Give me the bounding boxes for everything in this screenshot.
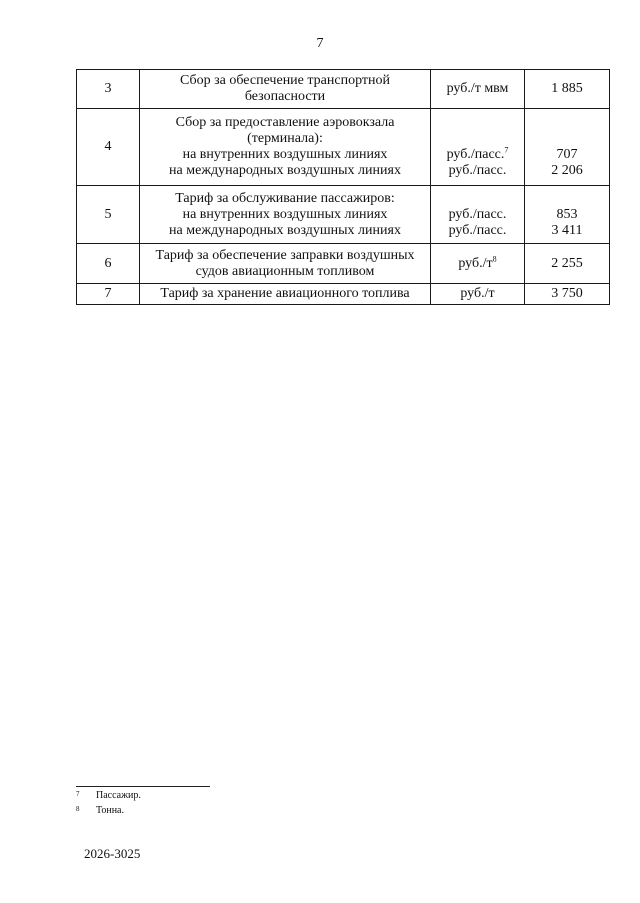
value xyxy=(525,244,610,284)
row-number: 4 xyxy=(77,109,140,186)
tariff-name-line: на внутренних воздушных линиях xyxy=(182,206,388,222)
tariff-name xyxy=(140,244,431,284)
tariff-name xyxy=(140,70,431,109)
unit-text: $руб./т^8$ xyxy=(458,253,497,271)
footnote-ref: 7 xyxy=(504,145,509,155)
tariff-name-line: судов авиационным топливом xyxy=(195,263,375,279)
unit xyxy=(431,70,525,109)
page-number: 7 xyxy=(316,36,324,51)
value-text xyxy=(529,131,605,147)
unit-text: руб./пасс. xyxy=(448,222,507,238)
footnote xyxy=(76,790,141,802)
unit xyxy=(431,109,525,186)
tariff-name-line: безопасности xyxy=(244,89,326,104)
tariff-name-line: Сбор за предоставление аэровокзала xyxy=(175,115,395,130)
row-number: 3 xyxy=(77,70,140,109)
unit-text: руб./т мвм xyxy=(446,81,509,96)
value-text: 2 206 xyxy=(551,163,583,178)
table-row xyxy=(77,70,610,109)
value xyxy=(525,284,610,305)
tariff-name-line: Тариф за обслуживание пассажиров: xyxy=(175,190,395,206)
value-text: 707 xyxy=(556,147,578,162)
value-text: 1 885 xyxy=(551,81,583,96)
value-text xyxy=(529,115,605,131)
table-row xyxy=(77,244,610,284)
tariff-name xyxy=(140,109,431,186)
unit-text xyxy=(435,115,520,131)
table-row xyxy=(77,186,610,244)
tariff-name-line: Тариф за хранение авиационного топлива xyxy=(160,286,410,301)
footnote-mark: 8 xyxy=(76,805,80,813)
unit-text: руб./т xyxy=(460,286,495,301)
value-text: 2 255 xyxy=(551,255,583,271)
row-number: 6 xyxy=(77,244,140,284)
unit xyxy=(431,186,525,244)
footnote-ref: 8 xyxy=(492,253,497,263)
footnote-divider xyxy=(76,786,210,787)
footnote-mark: 7 xyxy=(76,790,80,798)
tariff-name xyxy=(140,284,431,305)
table-row xyxy=(77,284,610,305)
value-text: 853 xyxy=(556,206,578,222)
tariff-name xyxy=(140,186,431,244)
unit-text: руб./пасс. xyxy=(448,163,507,178)
row-number: 5 xyxy=(77,186,140,244)
document-code: 2026-3025 xyxy=(84,846,141,861)
tariff-name-line: на международных воздушных линиях xyxy=(169,163,401,178)
tariff-name-line: Тариф за обеспечение заправки воздушных xyxy=(155,247,415,263)
unit xyxy=(431,284,525,305)
footnote-text: Пассажир. xyxy=(96,790,141,801)
tariff-name-line: на внутренних воздушных линиях xyxy=(182,147,388,162)
footnote-text: Тонна. xyxy=(96,805,124,816)
value-text: 3 750 xyxy=(551,286,583,301)
unit-text xyxy=(435,191,520,207)
unit xyxy=(431,244,525,284)
value xyxy=(525,186,610,244)
value xyxy=(525,70,610,109)
tariff-name-line: на международных воздушных линиях xyxy=(169,222,401,238)
unit-text: руб./пасс.$^7$ xyxy=(446,145,509,162)
value-text xyxy=(529,191,605,207)
value-text: 3 411 xyxy=(551,222,583,238)
tariff-table xyxy=(76,69,610,305)
tariff-name-line: (терминала): xyxy=(247,131,323,146)
value xyxy=(525,109,610,186)
unit-text: руб./пасс. xyxy=(448,206,507,222)
footnote xyxy=(76,805,124,817)
row-number: 7 xyxy=(77,284,140,305)
table-row xyxy=(77,109,610,186)
tariff-name-line: Сбор за обеспечение транспортной xyxy=(179,73,391,88)
